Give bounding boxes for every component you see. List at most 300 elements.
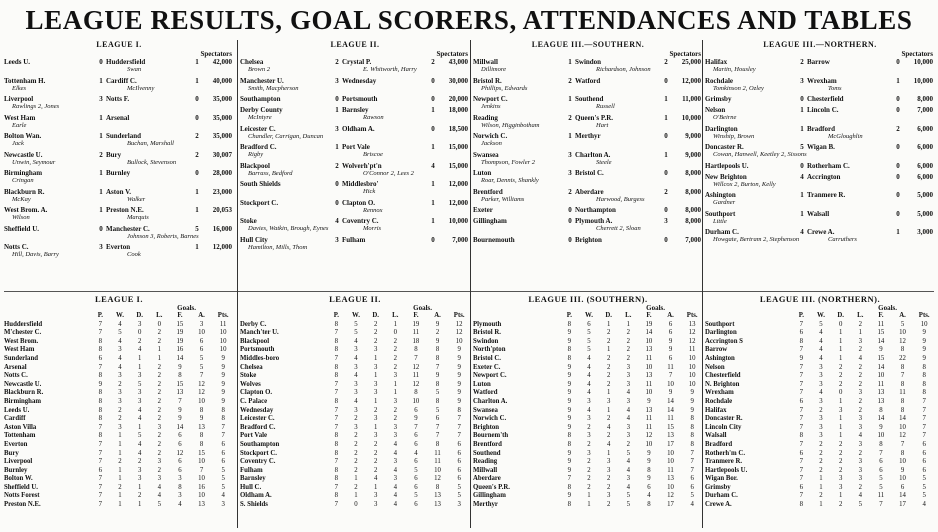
team-name: Oldham A. bbox=[240, 492, 272, 500]
attendance: 35,000 bbox=[212, 95, 232, 103]
away-scorers: McIlvenny bbox=[127, 84, 155, 92]
stat-cell: 9 bbox=[457, 389, 461, 397]
home-score: 3 bbox=[568, 169, 572, 177]
results-title: LEAGUE III.—SOUTHERN. bbox=[531, 40, 645, 49]
stat-cell: 11 bbox=[667, 415, 674, 423]
stat-cell: 7 bbox=[799, 363, 804, 371]
home-team: New Brighton bbox=[705, 172, 747, 181]
stat-cell: 2 bbox=[819, 406, 823, 414]
away-score: 3 bbox=[664, 217, 668, 225]
away-scorers: Cherrett 2, Sloan bbox=[596, 225, 641, 232]
goal-scorers bbox=[473, 159, 703, 167]
table-row bbox=[473, 346, 703, 355]
goal-scorers bbox=[240, 170, 470, 178]
stat-cell: 7 bbox=[690, 449, 694, 457]
match-line bbox=[473, 77, 703, 85]
stat-cell: 1 bbox=[838, 329, 843, 337]
stat-cell: 13 bbox=[434, 492, 441, 500]
table-row bbox=[473, 381, 703, 390]
away-score: 1 bbox=[431, 198, 435, 207]
stat-cell: 2 bbox=[373, 406, 378, 414]
table-row bbox=[473, 450, 703, 459]
match-line bbox=[4, 58, 234, 66]
team-name: Southampton bbox=[240, 440, 280, 448]
stat-cell: 2 bbox=[606, 372, 611, 380]
stat-cell: 9 bbox=[668, 337, 673, 345]
team-name: Bradford C. bbox=[240, 423, 276, 431]
away-scorers: Carruthers bbox=[828, 236, 857, 243]
stat-cell: 12 bbox=[198, 389, 205, 397]
column-header: F. bbox=[646, 312, 652, 319]
team-name: Southend bbox=[473, 449, 501, 457]
match-line bbox=[4, 188, 234, 196]
stat-cell: 10 bbox=[219, 346, 227, 354]
stat-cell: 3 bbox=[354, 363, 358, 371]
team-name: Huddersfield bbox=[4, 320, 43, 328]
team-name: Barnsley bbox=[240, 475, 266, 483]
team-name: Millwall bbox=[473, 466, 498, 474]
stat-cell: 8 bbox=[98, 337, 103, 345]
stat-cell: 2 bbox=[626, 354, 630, 362]
away-score: 1 bbox=[896, 228, 900, 236]
stat-cell: 7 bbox=[567, 475, 572, 483]
stat-cell: 2 bbox=[157, 406, 161, 414]
home-score: 1 bbox=[99, 113, 103, 122]
team-name: Chelsea bbox=[240, 363, 263, 371]
match-result bbox=[240, 77, 470, 93]
goal-scorers bbox=[4, 103, 234, 111]
stat-cell: 10 bbox=[645, 389, 653, 397]
team-name: Brighton bbox=[473, 423, 500, 431]
stat-cell: 8 bbox=[414, 389, 418, 397]
attendance: 16,000 bbox=[212, 224, 232, 233]
stat-cell: 6 bbox=[647, 483, 651, 491]
away-score: 2 bbox=[664, 187, 668, 196]
stat-cell: 2 bbox=[118, 415, 122, 423]
stat-cell: 4 bbox=[118, 363, 122, 371]
stat-cell: 1 bbox=[157, 354, 161, 362]
stat-cell: 4 bbox=[393, 466, 397, 474]
home-team: Rochdale bbox=[705, 76, 733, 85]
away-score: 0 bbox=[896, 161, 900, 170]
match-line bbox=[473, 217, 703, 225]
match-result bbox=[4, 114, 234, 130]
stat-cell: 5 bbox=[199, 354, 204, 362]
stat-cell: 6 bbox=[178, 432, 182, 440]
attendance: 10,000 bbox=[913, 58, 933, 66]
stat-cell: 2 bbox=[838, 501, 843, 509]
stat-cell: 7 bbox=[334, 458, 339, 466]
stat-cell: 19 bbox=[412, 320, 420, 328]
column-header: L. bbox=[857, 312, 864, 319]
away-team: Lincoln C. bbox=[807, 106, 839, 114]
match-result bbox=[473, 114, 703, 130]
stat-cell: 6 bbox=[690, 475, 694, 483]
table-row bbox=[473, 355, 703, 364]
stat-cell: 9 bbox=[922, 337, 926, 345]
match-line bbox=[240, 217, 470, 225]
away-score: 1 bbox=[195, 76, 199, 85]
stat-cell: 4 bbox=[587, 354, 591, 362]
stat-cell: 9 bbox=[668, 346, 673, 354]
away-scorers bbox=[355, 133, 470, 141]
stat-cell: 8 bbox=[334, 397, 339, 405]
goals-label: Goals. bbox=[177, 304, 196, 312]
stat-cell: 7 bbox=[98, 483, 103, 491]
stat-cell: 2 bbox=[626, 337, 630, 345]
attendance: 12,000 bbox=[448, 198, 468, 207]
home-scorers: Davies, Watkin, Brough, Eynes bbox=[248, 225, 329, 232]
attendance: 15,000 bbox=[448, 143, 468, 151]
stat-cell: 2 bbox=[393, 363, 397, 371]
away-scorers bbox=[820, 66, 935, 74]
away-team: Watford bbox=[575, 76, 601, 85]
team-name: Birmingham bbox=[4, 397, 42, 405]
home-team: Ashington bbox=[705, 191, 736, 199]
column-header: Pts. bbox=[918, 312, 930, 319]
stat-cell: 1 bbox=[118, 440, 122, 448]
stat-cell: 10 bbox=[645, 363, 653, 371]
stat-cell: 8 bbox=[922, 380, 926, 388]
table-row bbox=[473, 467, 703, 476]
stat-cell: 3 bbox=[393, 475, 397, 483]
away-team: Arsenal bbox=[106, 113, 130, 122]
stat-cell: 4 bbox=[393, 440, 397, 448]
home-scorers: Roar, Dennis, Shankly bbox=[481, 177, 539, 184]
match-line bbox=[240, 162, 470, 170]
stat-cell: 9 bbox=[799, 354, 804, 362]
stat-cell: 14 bbox=[877, 415, 885, 423]
stat-cell: 13 bbox=[434, 501, 441, 509]
away-scorers: Hick bbox=[363, 188, 376, 195]
team-name: Hartlepools U. bbox=[705, 466, 748, 474]
stat-cell: 2 bbox=[858, 406, 862, 414]
match-line bbox=[240, 58, 470, 66]
away-team: Coventry C. bbox=[342, 217, 379, 225]
table-row bbox=[4, 484, 234, 493]
home-team: Luton bbox=[473, 169, 492, 177]
stat-cell: 8 bbox=[199, 406, 204, 414]
stat-cell: 1 bbox=[606, 346, 611, 354]
away-score: 0 bbox=[664, 235, 668, 244]
home-team: Doncaster R. bbox=[705, 143, 744, 151]
team-name: Tottenham bbox=[4, 432, 36, 440]
stat-cell: 9 bbox=[199, 415, 204, 423]
stat-cell: 2 bbox=[838, 449, 843, 457]
stat-cell: 2 bbox=[393, 346, 397, 354]
away-scorers bbox=[820, 181, 935, 189]
home-scorers bbox=[240, 207, 355, 215]
match-result bbox=[705, 173, 935, 189]
home-scorers: Dillimore bbox=[481, 66, 507, 73]
stat-cell: 12 bbox=[176, 449, 184, 457]
away-score: 1 bbox=[195, 243, 199, 251]
stat-cell: 2 bbox=[118, 458, 122, 466]
away-team: Northampton bbox=[575, 206, 616, 214]
stat-cell: 3 bbox=[587, 397, 591, 405]
home-score: 3 bbox=[335, 124, 339, 133]
match-line bbox=[473, 114, 703, 122]
stat-cell: 7 bbox=[799, 458, 804, 466]
team-name: Reading bbox=[473, 458, 498, 466]
away-score: 5 bbox=[195, 224, 199, 233]
column-header: P. bbox=[97, 312, 103, 319]
stat-cell: 13 bbox=[877, 389, 885, 397]
team-name: Sunderland bbox=[4, 354, 39, 362]
away-scorers bbox=[820, 151, 935, 159]
attendance: 10,000 bbox=[913, 76, 933, 85]
stat-cell: 9 bbox=[567, 389, 572, 397]
table-row bbox=[473, 432, 703, 441]
stat-cell: 1 bbox=[587, 492, 591, 500]
away-score: 0 bbox=[664, 132, 668, 140]
stat-cell: 4 bbox=[393, 492, 397, 500]
stat-cell: 3 bbox=[626, 432, 630, 440]
match-result bbox=[240, 162, 470, 178]
stat-cell: 7 bbox=[435, 423, 440, 431]
table-row bbox=[705, 415, 935, 424]
stat-cell: 6 bbox=[457, 440, 461, 448]
stat-cell: 2 bbox=[606, 432, 611, 440]
stat-cell: 2 bbox=[819, 492, 823, 500]
match-line bbox=[473, 58, 703, 66]
stat-cell: 7 bbox=[799, 406, 804, 414]
team-name: Burnley bbox=[4, 466, 28, 474]
home-team: Gillingham bbox=[473, 217, 507, 225]
match-line bbox=[705, 143, 935, 151]
stat-cell: 9 bbox=[221, 363, 225, 371]
match-line bbox=[240, 199, 470, 207]
away-scorers bbox=[355, 244, 470, 252]
away-scorers bbox=[119, 122, 234, 130]
stat-cell: 4 bbox=[354, 354, 358, 362]
table-header-row bbox=[240, 312, 470, 321]
stat-cell: 3 bbox=[858, 475, 862, 483]
match-result bbox=[240, 106, 470, 122]
team-name: Merthyr bbox=[473, 501, 498, 509]
away-scorers bbox=[820, 114, 935, 122]
home-team: Leeds U. bbox=[4, 58, 31, 66]
column-header: P. bbox=[798, 312, 804, 319]
attendance: 8,000 bbox=[685, 187, 701, 196]
stat-cell: 6 bbox=[435, 415, 440, 423]
stat-cell: 1 bbox=[838, 354, 843, 362]
home-score: 0 bbox=[99, 58, 103, 66]
stat-cell: 3 bbox=[137, 389, 142, 397]
stat-cell: 8 bbox=[879, 440, 883, 448]
home-scorers: Willcox 2, Burton, Kelly bbox=[713, 180, 776, 188]
stat-cell: 6 bbox=[199, 346, 204, 354]
match-line bbox=[705, 210, 935, 218]
stat-cell: 8 bbox=[900, 346, 905, 354]
table-row bbox=[705, 329, 935, 338]
home-score: 1 bbox=[800, 106, 804, 114]
match-line bbox=[473, 188, 703, 196]
stat-cell: 3 bbox=[373, 346, 378, 354]
stat-cell: 8 bbox=[414, 346, 418, 354]
goal-scorers bbox=[473, 122, 703, 130]
stat-cell: 5 bbox=[435, 389, 440, 397]
stat-cell: 3 bbox=[137, 475, 142, 483]
stat-cell: 2 bbox=[819, 440, 823, 448]
stat-cell: 1 bbox=[819, 475, 823, 483]
stat-cell: 17 bbox=[667, 501, 674, 509]
stat-cell: 9 bbox=[221, 380, 225, 388]
stat-cell: 9 bbox=[879, 346, 883, 354]
away-team: Portsmouth bbox=[342, 95, 378, 103]
column-header: F. bbox=[177, 312, 183, 319]
stat-cell: 15 bbox=[176, 320, 184, 328]
stat-cell: 3 bbox=[157, 423, 161, 431]
home-team: Millwall bbox=[473, 58, 498, 66]
stat-cell: 5 bbox=[922, 483, 926, 491]
home-score: 1 bbox=[335, 143, 339, 151]
away-scorers bbox=[119, 177, 234, 185]
column-header: L. bbox=[625, 312, 632, 319]
column-header: A. bbox=[198, 312, 205, 319]
stat-cell: 7 bbox=[199, 466, 204, 474]
stat-cell: 12 bbox=[688, 329, 696, 337]
home-score: 3 bbox=[800, 76, 804, 85]
home-team: Manchester U. bbox=[240, 76, 284, 85]
table-header-row bbox=[473, 312, 703, 321]
page-headline: LEAGUE RESULTS, GOAL SCORERS, ATTENDANCES AND TABLES bbox=[25, 5, 913, 35]
stat-cell: 3 bbox=[587, 432, 591, 440]
home-scorers: Jack bbox=[12, 140, 24, 147]
home-score: 0 bbox=[568, 235, 572, 244]
stat-cell: 8 bbox=[435, 380, 440, 388]
team-name: Bury bbox=[4, 449, 19, 457]
team-name: Grimsby bbox=[705, 483, 731, 491]
match-result bbox=[705, 58, 935, 74]
stat-cell: 2 bbox=[137, 337, 142, 345]
team-name: Portsmouth bbox=[240, 346, 275, 354]
home-score: 1 bbox=[800, 191, 804, 199]
attendance: 6,000 bbox=[917, 143, 933, 151]
stat-cell: 6 bbox=[799, 329, 804, 337]
stat-cell: 4 bbox=[626, 415, 630, 423]
stat-cell: 3 bbox=[178, 492, 182, 500]
stat-cell: 8 bbox=[690, 440, 694, 448]
home-scorers: McKay bbox=[12, 195, 31, 203]
stat-cell: 2 bbox=[157, 389, 161, 397]
stat-cell: 9 bbox=[221, 389, 225, 397]
stat-cell: 4 bbox=[587, 380, 591, 388]
stat-cell: 5 bbox=[354, 329, 358, 337]
stat-cell: 17 bbox=[899, 501, 906, 509]
home-scorers: Earle bbox=[12, 121, 27, 129]
stat-cell: 5 bbox=[157, 501, 161, 509]
table-title: LEAGUE I. bbox=[95, 294, 143, 304]
stat-cell: 4 bbox=[858, 354, 862, 362]
stat-cell: 5 bbox=[879, 475, 883, 483]
stat-cell: 2 bbox=[587, 475, 591, 483]
stat-cell: 6 bbox=[879, 466, 883, 474]
table-row bbox=[473, 441, 703, 450]
stat-cell: 8 bbox=[690, 423, 694, 431]
goal-scorers bbox=[4, 140, 234, 148]
stat-cell: 2 bbox=[157, 372, 161, 380]
home-scorers: Rawlings 2, Jones bbox=[12, 103, 60, 110]
away-team: Clapton O. bbox=[342, 198, 376, 207]
match-line bbox=[4, 77, 234, 85]
stat-cell: 5 bbox=[626, 492, 630, 500]
away-team: Barrow bbox=[807, 58, 830, 66]
stat-cell: 5 bbox=[221, 475, 225, 483]
away-scorers: Bullock, Stevenson bbox=[127, 158, 177, 166]
attendance: 12,000 bbox=[681, 76, 701, 85]
match-result bbox=[4, 151, 234, 167]
stat-cell: 4 bbox=[819, 346, 823, 354]
stat-cell: 6 bbox=[221, 440, 225, 448]
away-score: 0 bbox=[896, 172, 900, 181]
stat-cell: 1 bbox=[137, 423, 142, 431]
stat-cell: 7 bbox=[922, 397, 926, 405]
stat-cell: 2 bbox=[393, 354, 397, 362]
stat-cell: 8 bbox=[334, 475, 339, 483]
stat-cell: 3 bbox=[393, 423, 397, 431]
stat-cell: 1 bbox=[838, 397, 843, 405]
stat-cell: 8 bbox=[334, 449, 339, 457]
stat-cell: 7 bbox=[435, 432, 440, 440]
stat-cell: 6 bbox=[668, 329, 673, 337]
away-team: Queen's P.R. bbox=[575, 113, 614, 122]
away-scorers bbox=[588, 177, 703, 185]
team-name: Notts C. bbox=[4, 372, 28, 380]
stat-cell: 8 bbox=[98, 432, 103, 440]
stat-cell: 4 bbox=[606, 423, 611, 431]
away-score: 0 bbox=[896, 106, 900, 114]
stat-cell: 6 bbox=[98, 354, 103, 362]
home-score: 0 bbox=[800, 95, 804, 103]
stat-cell: 4 bbox=[137, 406, 142, 414]
match-result bbox=[240, 95, 470, 103]
stat-cell: 9 bbox=[457, 346, 461, 354]
team-name: Rochdale bbox=[705, 397, 733, 405]
match-line bbox=[4, 95, 234, 103]
stat-cell: 8 bbox=[435, 397, 440, 405]
match-line bbox=[240, 95, 470, 103]
goal-scorers bbox=[4, 159, 234, 167]
stat-cell: 10 bbox=[920, 320, 928, 328]
stat-cell: 2 bbox=[587, 458, 591, 466]
team-name: Leicester C. bbox=[240, 415, 275, 423]
stat-cell: 7 bbox=[922, 406, 926, 414]
stat-cell: 11 bbox=[412, 372, 420, 380]
match-result bbox=[240, 236, 470, 252]
team-name: Bournem'th bbox=[473, 432, 509, 440]
stat-cell: 19 bbox=[176, 329, 184, 337]
team-header bbox=[4, 312, 91, 321]
team-name: Manch'ter U. bbox=[240, 329, 279, 337]
goal-scorers bbox=[4, 214, 234, 222]
stat-cell: 10 bbox=[688, 354, 696, 362]
home-score: 0 bbox=[99, 224, 103, 233]
stat-cell: 6 bbox=[922, 440, 926, 448]
away-score: 2 bbox=[896, 124, 900, 133]
stat-cell: 10 bbox=[219, 337, 227, 345]
stat-cell: 5 bbox=[922, 475, 926, 483]
stat-cell: 5 bbox=[879, 483, 883, 491]
column-rule bbox=[470, 40, 471, 528]
stat-cell: 9 bbox=[690, 389, 694, 397]
stat-cell: 7 bbox=[799, 415, 804, 423]
stat-cell: 8 bbox=[199, 440, 204, 448]
stat-cell: 11 bbox=[219, 320, 227, 328]
stat-cell: 2 bbox=[858, 449, 862, 457]
stat-cell: 8 bbox=[799, 501, 804, 509]
team-name: Doncaster R. bbox=[705, 415, 743, 423]
